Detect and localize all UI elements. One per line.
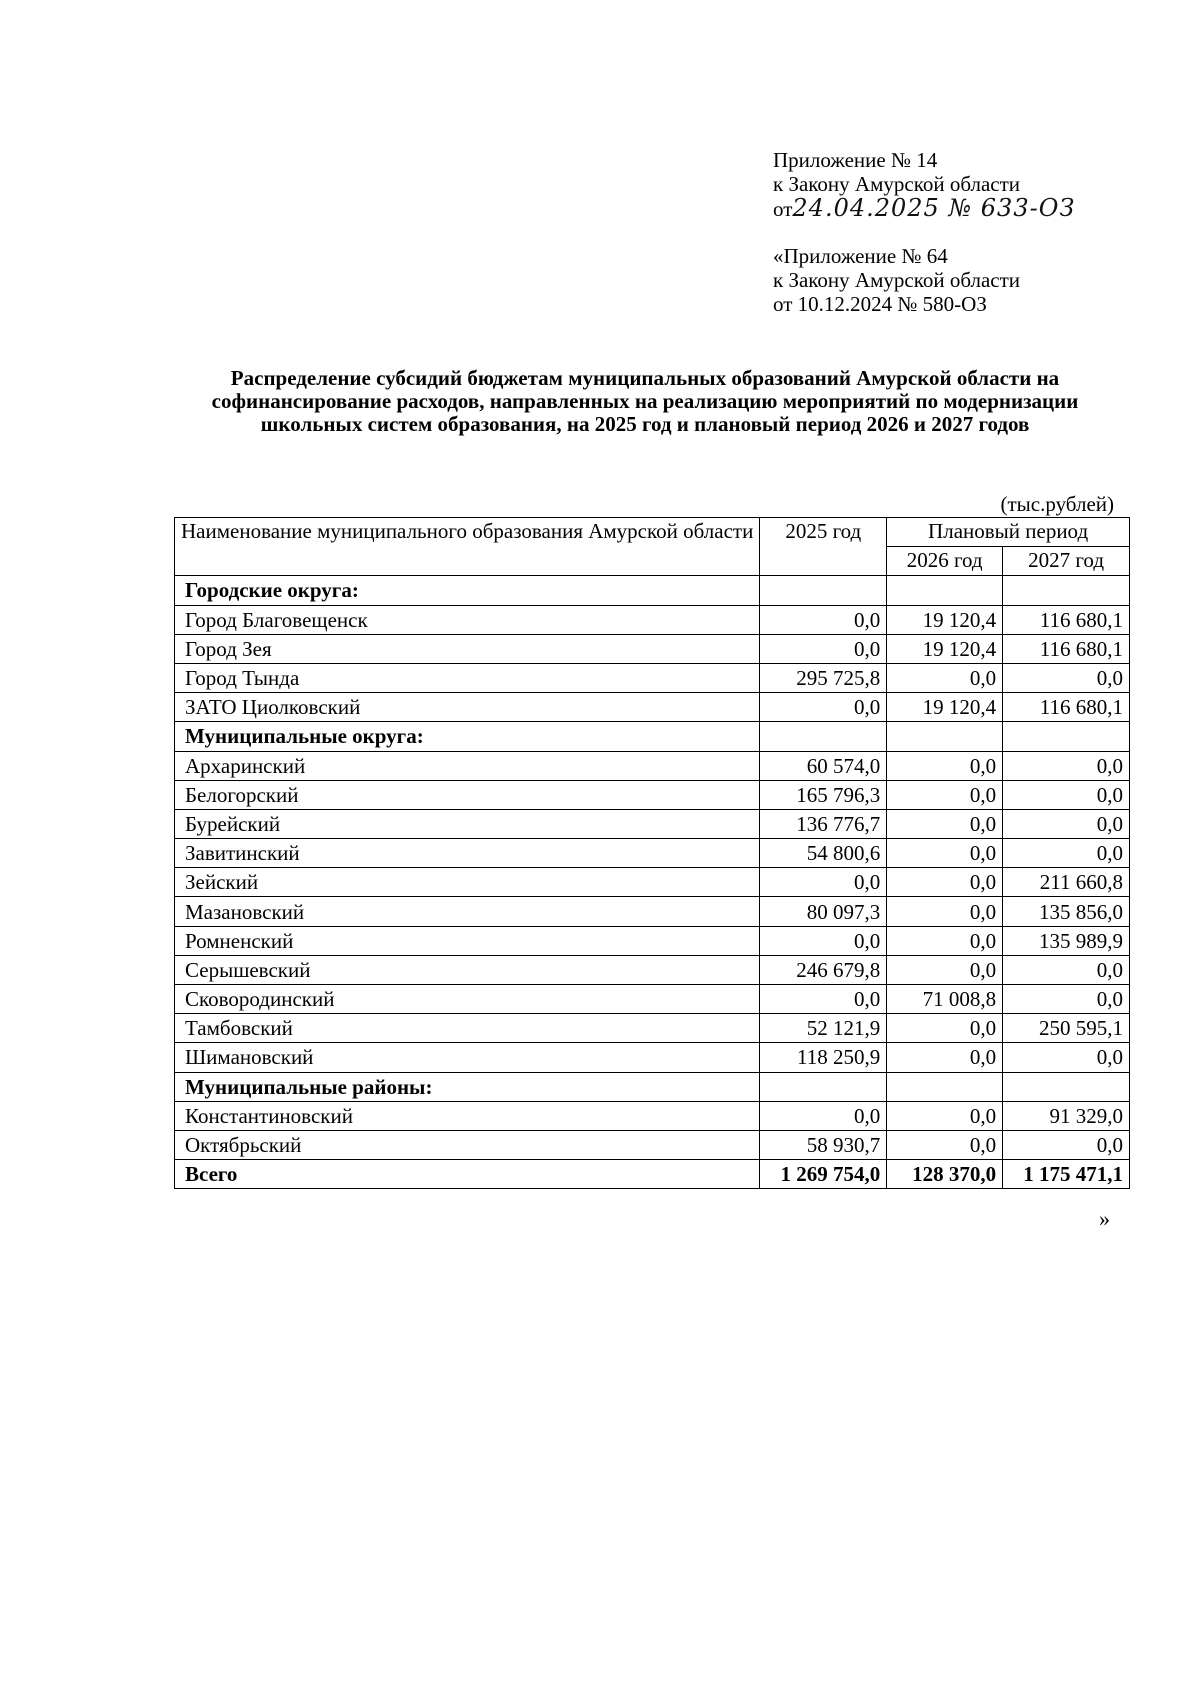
value-2025: 80 097,3 [760, 897, 887, 926]
municipality-name: Архаринский [175, 751, 760, 780]
value-2027: 91 329,0 [1003, 1101, 1130, 1130]
empty-cell [887, 576, 1003, 605]
section-title: Муниципальные районы: [175, 1072, 760, 1101]
value-2027: 116 680,1 [1003, 693, 1130, 722]
municipality-name: Константиновский [175, 1101, 760, 1130]
value-2026: 0,0 [887, 839, 1003, 868]
value-2026: 0,0 [887, 1043, 1003, 1072]
value-2025: 54 800,6 [760, 839, 887, 868]
value-2027: 0,0 [1003, 780, 1130, 809]
value-2027: 0,0 [1003, 1043, 1130, 1072]
section-row [175, 576, 1130, 605]
section-title: Муниципальные округа: [175, 722, 760, 751]
total-label: Всего [175, 1160, 760, 1189]
value-2026: 0,0 [887, 663, 1003, 692]
unit-label: (тыс.рублей) [1000, 492, 1114, 516]
table-row [175, 751, 1130, 780]
empty-cell [760, 576, 887, 605]
municipality-name: Тамбовский [175, 1014, 760, 1043]
empty-cell [1003, 1072, 1130, 1101]
total-2027: 1 175 471,1 [1003, 1160, 1130, 1189]
municipality-name: Сковородинский [175, 985, 760, 1014]
value-2026: 0,0 [887, 955, 1003, 984]
value-2026: 19 120,4 [887, 693, 1003, 722]
header-name: Наименование муниципального образования Амурской области [175, 518, 760, 576]
value-2025: 0,0 [760, 926, 887, 955]
table-row [175, 955, 1130, 984]
value-2027: 0,0 [1003, 663, 1130, 692]
table-row [175, 663, 1130, 692]
table-row [175, 1101, 1130, 1130]
attachment-date-line [773, 196, 1075, 221]
previous-attachment-number: «Приложение № 64 [773, 244, 948, 268]
value-2027: 0,0 [1003, 985, 1130, 1014]
table-row [175, 839, 1130, 868]
closing-quote: » [1099, 1206, 1110, 1231]
municipality-name: Серышевский [175, 955, 760, 984]
value-2025: 58 930,7 [760, 1130, 887, 1159]
value-2027: 211 660,8 [1003, 868, 1130, 897]
value-2025: 246 679,8 [760, 955, 887, 984]
value-2026: 0,0 [887, 897, 1003, 926]
attachment-law-ref: к Закону Амурской области [773, 172, 1021, 196]
value-2026: 19 120,4 [887, 634, 1003, 663]
value-2025: 52 121,9 [760, 1014, 887, 1043]
value-2026: 0,0 [887, 1101, 1003, 1130]
attachment-number: Приложение № 14 [773, 148, 938, 172]
value-2025: 0,0 [760, 634, 887, 663]
value-2027: 135 989,9 [1003, 926, 1130, 955]
value-2025: 0,0 [760, 605, 887, 634]
previous-attachment-header [773, 244, 1020, 316]
municipality-name: Зейский [175, 868, 760, 897]
header-2025: 2025 год [760, 518, 887, 576]
table-row [175, 1014, 1130, 1043]
municipality-name: Шимановский [175, 1043, 760, 1072]
value-2027: 116 680,1 [1003, 634, 1130, 663]
value-2027: 116 680,1 [1003, 605, 1130, 634]
value-2026: 0,0 [887, 780, 1003, 809]
value-2026: 0,0 [887, 868, 1003, 897]
value-2027: 0,0 [1003, 751, 1130, 780]
municipality-name: Мазановский [175, 897, 760, 926]
header-2026: 2026 год [887, 547, 1003, 576]
attachment-date-prefix: от [773, 197, 793, 221]
value-2027: 0,0 [1003, 1130, 1130, 1159]
value-2026: 0,0 [887, 1014, 1003, 1043]
value-2027: 135 856,0 [1003, 897, 1130, 926]
table-row [175, 634, 1130, 663]
table-row [175, 897, 1130, 926]
empty-cell [760, 722, 887, 751]
value-2025: 0,0 [760, 693, 887, 722]
municipality-name: ЗАТО Циолковский [175, 693, 760, 722]
value-2025: 0,0 [760, 868, 887, 897]
header-2027: 2027 год [1003, 547, 1130, 576]
header-planned-period: Плановый период [887, 518, 1130, 547]
table-row [175, 868, 1130, 897]
empty-cell [1003, 576, 1130, 605]
total-row [175, 1160, 1130, 1189]
table-row [175, 605, 1130, 634]
value-2026: 0,0 [887, 1130, 1003, 1159]
value-2025: 0,0 [760, 1101, 887, 1130]
value-2025: 0,0 [760, 985, 887, 1014]
value-2026: 19 120,4 [887, 605, 1003, 634]
value-2027: 0,0 [1003, 955, 1130, 984]
handwritten-date-number: 24.04.2025 № 633-ОЗ [792, 194, 1076, 222]
section-title: Городские округа: [175, 576, 760, 605]
table-row [175, 693, 1130, 722]
subsidy-table [174, 517, 1130, 1189]
value-2027: 0,0 [1003, 809, 1130, 838]
subsidy-table-body [175, 518, 1130, 1189]
total-2026: 128 370,0 [887, 1160, 1003, 1189]
municipality-name: Город Тында [175, 663, 760, 692]
value-2025: 136 776,7 [760, 809, 887, 838]
previous-attachment-date: от 10.12.2024 № 580-ОЗ [773, 292, 987, 316]
value-2025: 295 725,8 [760, 663, 887, 692]
value-2027: 0,0 [1003, 839, 1130, 868]
municipality-name: Октябрьский [175, 1130, 760, 1159]
section-row [175, 722, 1130, 751]
attachment-header [773, 148, 1075, 221]
value-2026: 0,0 [887, 751, 1003, 780]
table-header-row [175, 518, 1130, 547]
value-2025: 118 250,9 [760, 1043, 887, 1072]
table-row [175, 780, 1130, 809]
empty-cell [760, 1072, 887, 1101]
previous-attachment-law-ref: к Закону Амурской области [773, 268, 1021, 292]
municipality-name: Белогорский [175, 780, 760, 809]
table-row [175, 1043, 1130, 1072]
value-2026: 71 008,8 [887, 985, 1003, 1014]
table-row [175, 926, 1130, 955]
value-2025: 60 574,0 [760, 751, 887, 780]
table-row [175, 985, 1130, 1014]
total-2025: 1 269 754,0 [760, 1160, 887, 1189]
value-2026: 0,0 [887, 926, 1003, 955]
section-row [175, 1072, 1130, 1101]
value-2027: 250 595,1 [1003, 1014, 1130, 1043]
municipality-name: Город Благовещенск [175, 605, 760, 634]
municipality-name: Бурейский [175, 809, 760, 838]
value-2026: 0,0 [887, 809, 1003, 838]
municipality-name: Ромненский [175, 926, 760, 955]
table-row [175, 809, 1130, 838]
table-row [175, 1130, 1130, 1159]
document-title: Распределение субсидий бюджетам муниципальных образований Амурской области на софинансирование расходов, направленных на реализацию мероприятий по модернизации школьных систем образования, на 2025 год и плановый период 2026 и 2027 годов [211, 366, 1079, 436]
municipality-name: Город Зея [175, 634, 760, 663]
empty-cell [887, 722, 1003, 751]
empty-cell [1003, 722, 1130, 751]
value-2025: 165 796,3 [760, 780, 887, 809]
municipality-name: Завитинский [175, 839, 760, 868]
empty-cell [887, 1072, 1003, 1101]
